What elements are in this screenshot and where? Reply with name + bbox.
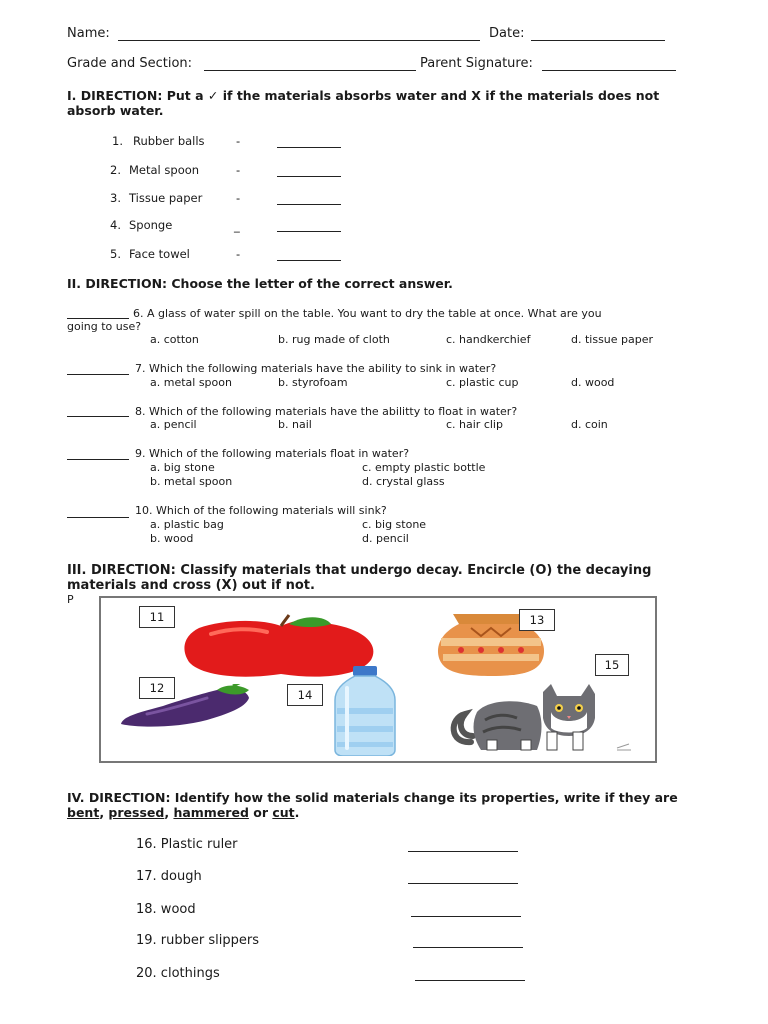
section3-direction-label: III. DIRECTION: xyxy=(67,563,176,578)
option-a: a. plastic bag xyxy=(150,518,224,531)
option-b: b. styrofoam xyxy=(278,376,348,389)
item-dash: _ xyxy=(234,219,240,233)
answer-blank[interactable] xyxy=(67,318,129,319)
item-text: Rubber balls xyxy=(133,134,205,148)
cat-image[interactable] xyxy=(447,684,633,754)
answer-blank[interactable] xyxy=(67,459,129,460)
question-text: 6. A glass of water spill on the table. You want to dry the table at once. What are you xyxy=(133,307,602,320)
option-c: c. handkerchief xyxy=(446,333,531,346)
section1-direction-label: I. DIRECTION: xyxy=(67,88,163,103)
eggplant-image[interactable] xyxy=(117,684,257,732)
separator: , xyxy=(164,805,174,820)
option-b: b. metal spoon xyxy=(150,475,233,488)
date-field[interactable] xyxy=(531,40,665,41)
section1-direction xyxy=(67,88,687,118)
section4-direction-text: Identify how the solid materials change its properties, write if they are xyxy=(170,790,678,805)
option-d: d. crystal glass xyxy=(362,475,445,488)
item-number: 4. xyxy=(110,218,121,232)
question-text: 8. Which of the following materials have the abilitty to float in water? xyxy=(135,405,518,418)
separator: , xyxy=(99,805,109,820)
option-a: a. metal spoon xyxy=(150,376,232,389)
word-pressed: pressed xyxy=(108,805,165,820)
question-text: 7. Which the following materials have the ability to sink in water? xyxy=(135,362,497,375)
decay-picture-panel xyxy=(99,596,657,763)
answer-blank[interactable] xyxy=(277,176,341,177)
option-b: b. nail xyxy=(278,418,312,431)
label-14: 14 xyxy=(287,684,323,706)
section4-item: 20. clothings xyxy=(136,966,220,981)
answer-blank[interactable] xyxy=(415,980,525,981)
sentence-end: . xyxy=(294,805,300,820)
section4-item: 18. wood xyxy=(136,902,196,917)
item-text: Sponge xyxy=(129,218,173,232)
answer-blank[interactable] xyxy=(67,374,129,375)
answer-blank[interactable] xyxy=(408,851,518,852)
section2-direction-label: II. DIRECTION: xyxy=(67,276,168,291)
answer-blank[interactable] xyxy=(277,204,341,205)
option-b: b. wood xyxy=(150,532,194,545)
grade-section-field[interactable] xyxy=(204,70,416,71)
option-b: b. rug made of cloth xyxy=(278,333,390,346)
label-15: 15 xyxy=(595,654,629,676)
section3-direction-text: Classify materials that undergo decay. Encircle (O) the decaying materials and cross (X) out if not. xyxy=(67,563,652,593)
section4-item: 17. dough xyxy=(136,869,202,884)
item-text: Face towel xyxy=(129,247,190,261)
separator: or xyxy=(248,805,273,820)
item-number: 3. xyxy=(110,191,121,205)
option-c: c. hair clip xyxy=(446,418,503,431)
item-dash: - xyxy=(236,163,241,177)
question-text: 10. Which of the following materials will sink? xyxy=(135,504,387,517)
item-dash: - xyxy=(236,247,241,261)
option-c: c. big stone xyxy=(362,518,427,531)
date-label: Date: xyxy=(489,26,525,41)
option-c: c. empty plastic bottle xyxy=(362,461,486,474)
option-d: d. tissue paper xyxy=(571,333,654,346)
question-text-cont: going to use? xyxy=(67,320,142,333)
word-bent: bent xyxy=(67,805,100,820)
section4-item: 19. rubber slippers xyxy=(136,933,259,948)
answer-blank[interactable] xyxy=(277,260,341,261)
section3-direction xyxy=(67,563,667,593)
item-dash: - xyxy=(236,191,241,205)
question-text: 9. Which of the following materials float in water? xyxy=(135,447,410,460)
section1-direction-text: Put a ✓ if the materials absorbs water and X if the materials does not absorb water. xyxy=(67,88,660,118)
option-d: d. pencil xyxy=(362,532,409,545)
label-12: 12 xyxy=(139,677,175,699)
section2-direction-text: Choose the letter of the correct answer. xyxy=(167,276,453,291)
option-c: c. plastic cup xyxy=(446,376,519,389)
word-hammered: hammered xyxy=(173,805,249,820)
item-number: 1. xyxy=(112,134,123,148)
name-field[interactable] xyxy=(118,40,480,41)
word-cut: cut xyxy=(272,805,295,820)
item-dash: - xyxy=(236,134,241,148)
parent-signature-label: Parent Signature: xyxy=(420,56,533,71)
name-label: Name: xyxy=(67,26,110,41)
option-d: d. coin xyxy=(571,418,608,431)
section4-item: 16. Plastic ruler xyxy=(136,837,238,852)
answer-blank[interactable] xyxy=(67,517,129,518)
option-a: a. cotton xyxy=(150,333,199,346)
label-11: 11 xyxy=(139,606,175,628)
section2-direction xyxy=(67,276,687,291)
answer-blank[interactable] xyxy=(67,416,129,417)
answer-blank[interactable] xyxy=(413,947,523,948)
option-a: a. big stone xyxy=(150,461,215,474)
answer-blank[interactable] xyxy=(411,916,521,917)
answer-blank[interactable] xyxy=(277,231,341,232)
option-a: a. pencil xyxy=(150,418,197,431)
parent-signature-field[interactable] xyxy=(542,70,676,71)
section4-direction-label: IV. DIRECTION: xyxy=(67,790,171,805)
answer-blank[interactable] xyxy=(277,147,341,148)
option-d: d. wood xyxy=(571,376,615,389)
label-13: 13 xyxy=(519,609,555,631)
item-text: Tissue paper xyxy=(129,191,203,205)
answer-blank[interactable] xyxy=(408,883,518,884)
item-number: 2. xyxy=(110,163,121,177)
grade-section-label: Grade and Section: xyxy=(67,56,193,71)
water-bottle-image[interactable] xyxy=(329,664,401,756)
stray-letter: P xyxy=(67,593,74,606)
item-text: Metal spoon xyxy=(129,163,200,177)
section4-direction xyxy=(67,790,687,820)
item-number: 5. xyxy=(110,247,121,261)
